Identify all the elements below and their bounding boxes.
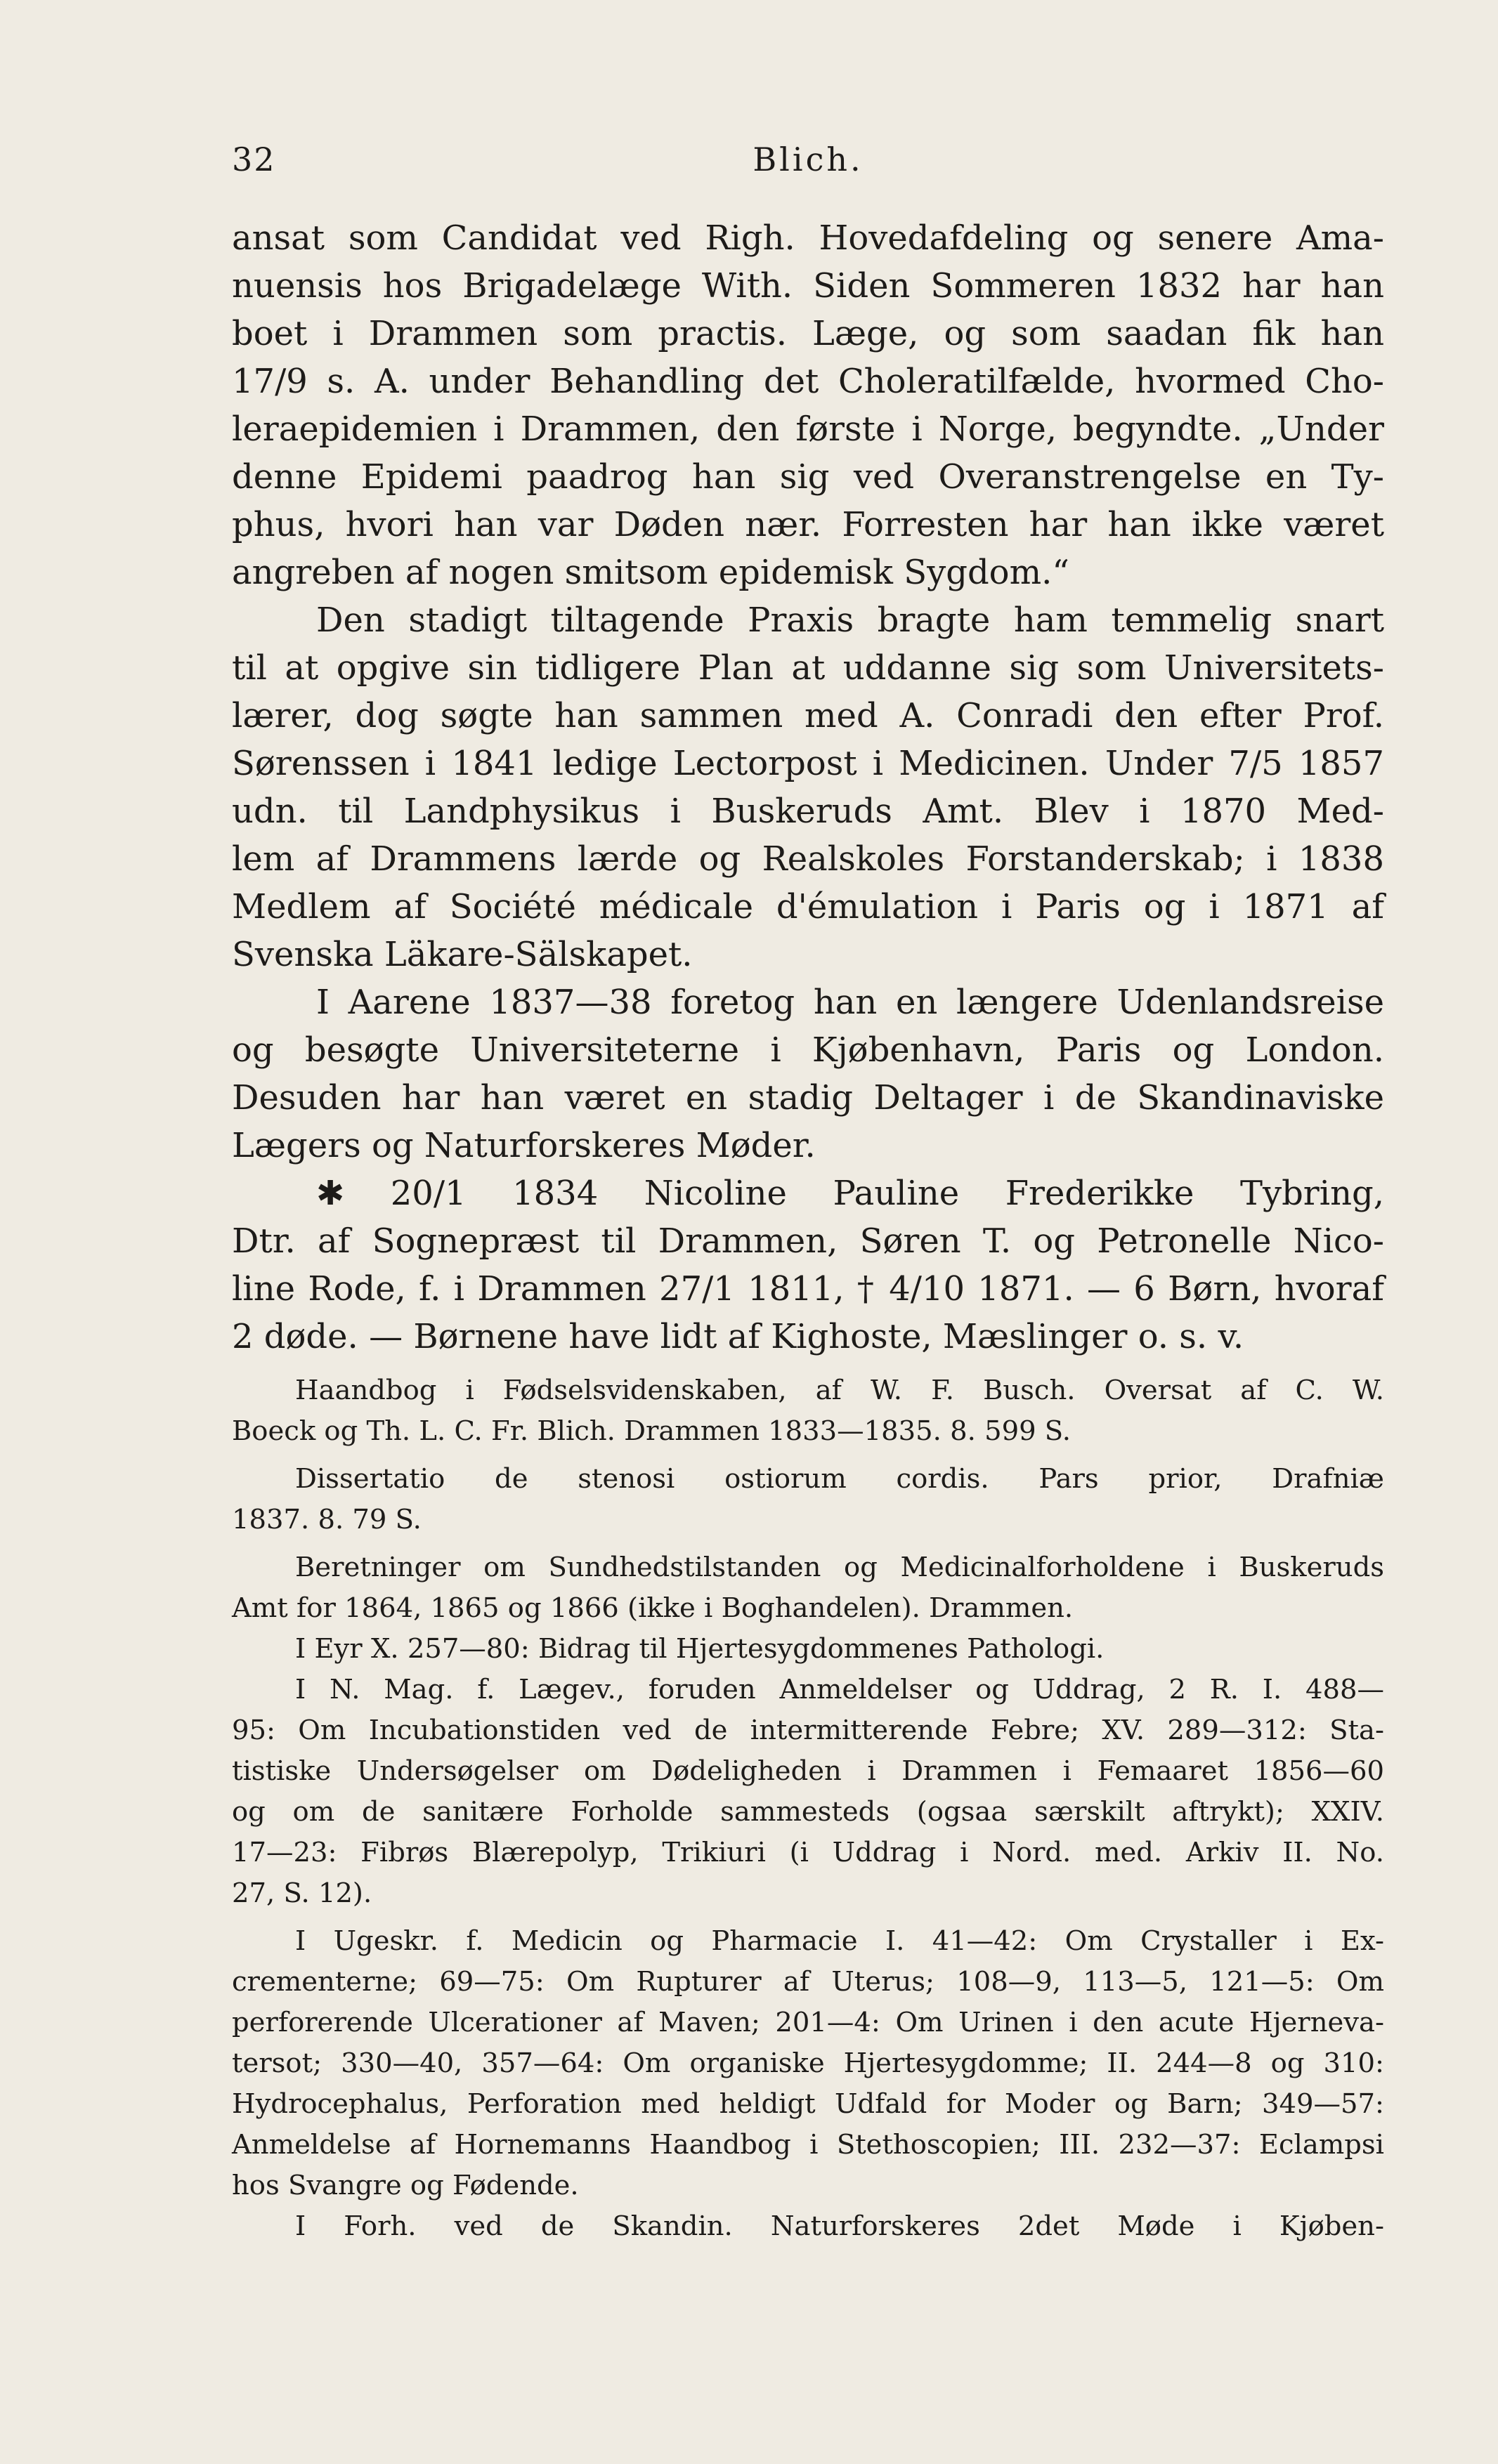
body-line: Sørenssen i 1841 ledige Lectorpost i Medicinen. Under 7/5 1857 [232, 744, 1384, 783]
bibliography-line: Amt for 1864, 1865 og 1866 (ikke i Boghandelen). Drammen. [232, 1592, 1074, 1624]
bibliography-line: 95: Om Incubationstiden ved de intermitterende Febre; XV. 289—312: Sta- [232, 1715, 1384, 1746]
page-number: 32 [232, 140, 276, 178]
bibliography-line: hos Svangre og Fødende. [232, 2170, 579, 2201]
body-line: lem af Drammens lærde og Realskoles Forstanderskab; i 1838 [232, 839, 1384, 879]
body-line: lærer, dog søgte han sammen med A. Conradi den efter Prof. [232, 696, 1384, 735]
body-line: boet i Drammen som practis. Læge, og som saadan fik han [232, 314, 1384, 353]
body-line: og besøgte Universiteterne i Kjøbenhavn, Paris og London. [232, 1030, 1384, 1070]
bibliography-line: I Forh. ved de Skandin. Naturforskeres 2det Møde i Kjøben- [295, 2210, 1384, 2242]
body-line: nuensis hos Brigadelæge With. Siden Sommeren 1832 har han [232, 266, 1384, 306]
body-line: I Aarene 1837—38 foretog han en længere Udenlandsreise [316, 983, 1384, 1022]
body-line: Desuden har han været en stadig Deltager i de Skandinaviske [232, 1078, 1384, 1118]
page-header [232, 140, 1384, 190]
body-line: Medlem af Société médicale d'émulation i Paris og i 1871 af [232, 887, 1384, 926]
bibliography [232, 1370, 1384, 2247]
bibliography-line: Anmeldelse af Hornemanns Haandbog i Stethoscopien; III. 232—37: Eclampsi [232, 2129, 1384, 2161]
bibliography-line: 27, S. 12). [232, 1878, 372, 1909]
bibliography-line: I Ugeskr. f. Medicin og Pharmacie I. 41—42: Om Crystaller i Ex- [295, 1925, 1384, 1957]
body-line: Den stadigt tiltagende Praxis bragte ham temmelig snart [316, 601, 1384, 640]
body-line: line Rode, f. i Drammen 27/1 1811, † 4/10 1871. — 6 Børn, hvoraf [232, 1269, 1384, 1309]
body-line: 2 døde. — Børnene have lidt af Kighoste, Mæslinger o. s. v. [232, 1317, 1244, 1356]
body-line: phus, hvori han var Døden nær. Forresten har han ikke været [232, 505, 1384, 544]
bibliography-line: perforerende Ulcerationer af Maven; 201—4: Om Urinen i den acute Hjerneva- [232, 2007, 1384, 2038]
body-line: 17/9 s. A. under Behandling det Choleratilfælde, hvormed Cho- [232, 362, 1384, 401]
bibliography-line: Dissertatio de stenosi ostiorum cordis. Pars prior, Drafniæ [295, 1463, 1384, 1495]
body-line: leraepidemien i Drammen, den første i Norge, begyndte. „Under [232, 409, 1384, 449]
bibliography-line: 17—23: Fibrøs Blærepolyp, Trikiuri (i Uddrag i Nord. med. Arkiv II. No. [232, 1837, 1384, 1868]
body-line: ✱ 20/1 1834 Nicoline Pauline Frederikke Tybring, [316, 1174, 1384, 1213]
bibliography-line: 1837. 8. 79 S. [232, 1504, 422, 1535]
bibliography-line: Hydrocephalus, Perforation med heldigt Udfald for Moder og Barn; 349—57: [232, 2088, 1384, 2120]
body-text [232, 214, 1384, 2247]
bibliography-line: Haandbog i Fødselsvidenskaben, af W. F. Busch. Oversat af C. W. [295, 1375, 1384, 1406]
bibliography-line: Boeck og Th. L. C. Fr. Blich. Drammen 1833—1835. 8. 599 S. [232, 1415, 1072, 1447]
bibliography-line: I N. Mag. f. Lægev., foruden Anmeldelser og Uddrag, 2 R. I. 488— [295, 1674, 1384, 1705]
body-line: Lægers og Naturforskeres Møder. [232, 1126, 816, 1165]
bibliography-line: og om de sanitære Forholde sammesteds (ogsaa særskilt aftrykt); XXIV. [232, 1796, 1384, 1828]
bibliography-line: I Eyr X. 257—80: Bidrag til Hjertesygdommenes Pathologi. [295, 1633, 1105, 1665]
bibliography-line: crementerne; 69—75: Om Rupturer af Uterus; 108—9, 113—5, 121—5: Om [232, 1966, 1384, 1998]
body-line: denne Epidemi paadrog han sig ved Overanstrengelse en Ty- [232, 457, 1384, 497]
body-line: angreben af nogen smitsom epidemisk Sygdom.“ [232, 553, 1069, 592]
body-line: ansat som Candidat ved Righ. Hovedafdeling og senere Ama- [232, 218, 1384, 258]
body-line: Dtr. af Sognepræst til Drammen, Søren T. og Petronelle Nico- [232, 1221, 1384, 1261]
bibliography-line: tistiske Undersøgelser om Dødeligheden i Drammen i Femaaret 1856—60 [232, 1755, 1384, 1787]
body-line: udn. til Landphysikus i Buskeruds Amt. Blev i 1870 Med- [232, 792, 1384, 831]
bibliography-line: tersot; 330—40, 357—64: Om organiske Hjertesygdomme; II. 244—8 og 310: [232, 2047, 1384, 2079]
bibliography-line: Beretninger om Sundhedstilstanden og Medicinalforholdene i Buskeruds [295, 1552, 1384, 1583]
body-line: Svenska Läkare-Sälskapet. [232, 935, 693, 974]
body-line: til at opgive sin tidligere Plan at uddanne sig som Universitets- [232, 648, 1384, 688]
running-head: Blich. [753, 140, 864, 178]
